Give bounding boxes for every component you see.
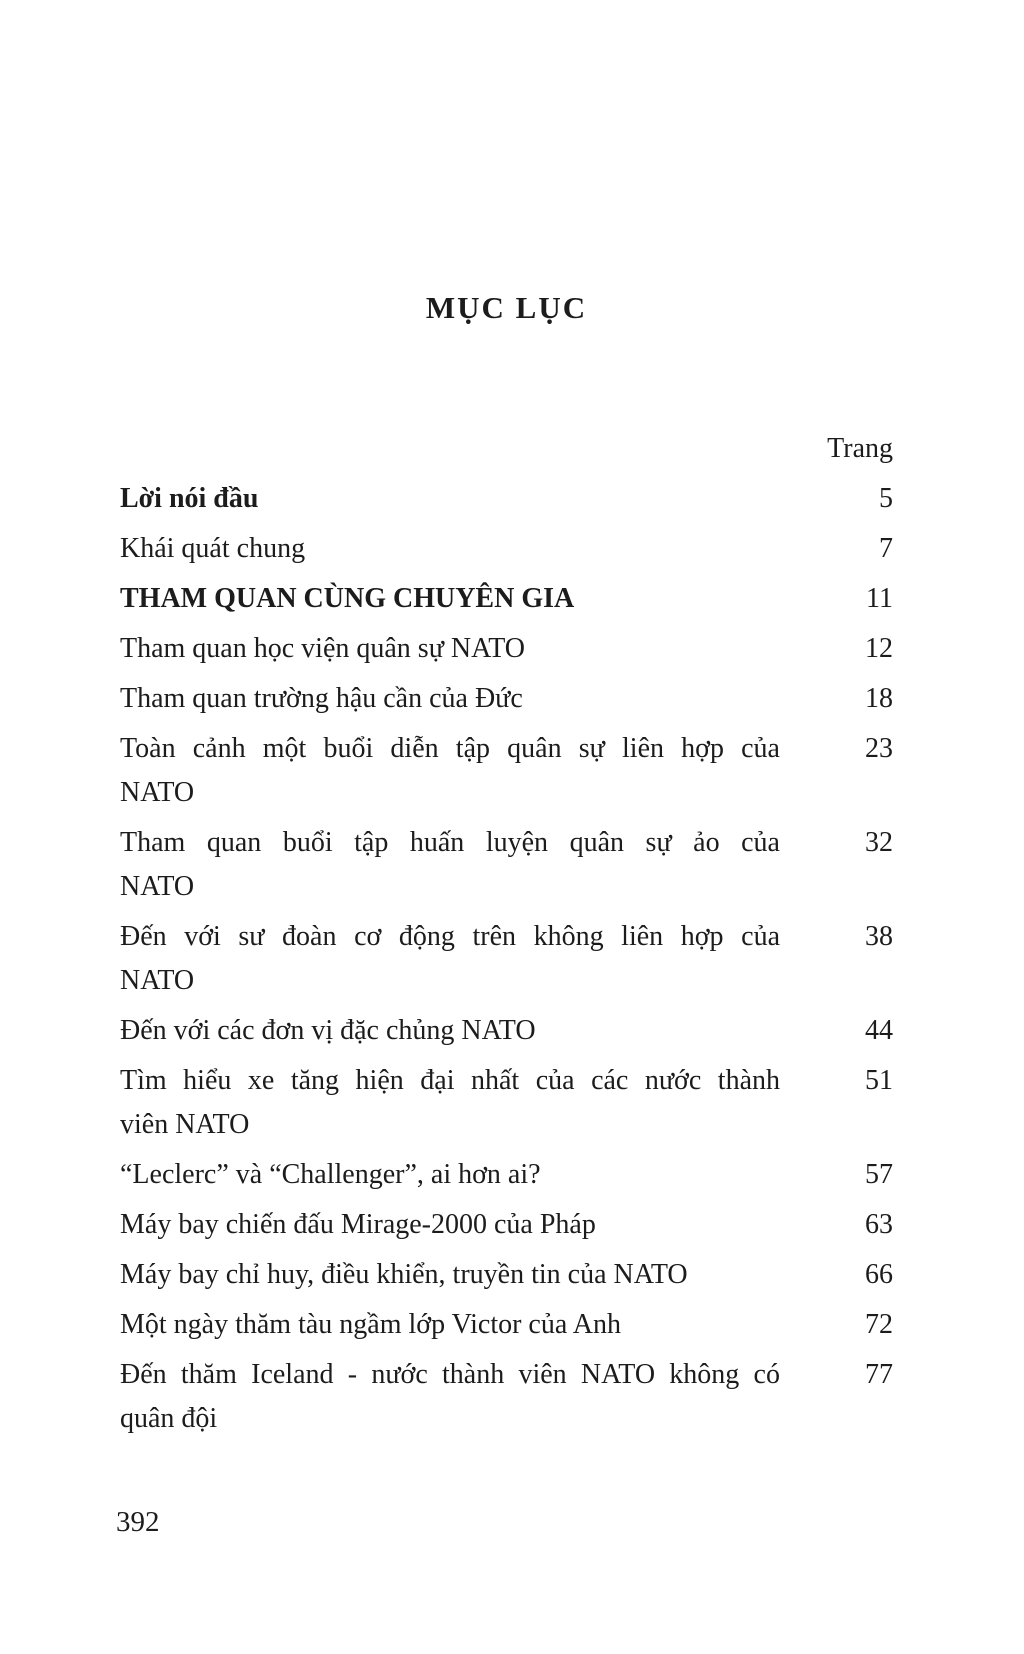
toc-entry-page: 23	[865, 733, 893, 764]
toc-entry-title	[120, 1059, 780, 1147]
toc-entry-line: Tham quan học viện quân sự NATO	[120, 633, 526, 664]
toc-entry	[120, 627, 893, 671]
toc-entry-title	[120, 477, 780, 521]
toc-entry	[120, 1059, 893, 1147]
toc-entry-page: 72	[865, 1309, 893, 1340]
toc-entry	[120, 1253, 893, 1297]
toc-entry-line: NATO	[120, 777, 195, 808]
toc-entry	[120, 1353, 893, 1441]
page-column-header	[120, 427, 893, 471]
toc-entry-title	[120, 677, 780, 721]
toc-entry-title	[120, 1203, 780, 1247]
toc-entry-page: 44	[865, 1015, 893, 1046]
toc-entry-page: 11	[866, 583, 893, 614]
page-title: MỤC LỤC	[425, 290, 588, 325]
toc-entry	[120, 1303, 893, 1347]
toc-entry-title	[120, 1253, 780, 1297]
toc-entry-line: Một ngày thăm tàu ngầm lớp Victor của Anh	[120, 1309, 621, 1340]
toc-entry-line: Tìm hiểu xe tăng hiện đại nhất của các nước thành	[120, 1065, 780, 1096]
toc-entry-page: 32	[865, 827, 893, 858]
toc-entry-line: Đến với sư đoàn cơ động trên không liên hợp của	[120, 921, 780, 952]
toc-entry	[120, 1203, 893, 1247]
toc-entry	[120, 477, 893, 521]
toc-entry	[120, 915, 893, 1003]
toc-entry-line: Tham quan trường hậu cần của Đức	[120, 683, 523, 714]
page-column-label: Trang	[827, 433, 893, 464]
toc-entry-title	[120, 727, 780, 815]
toc-entry	[120, 727, 893, 815]
toc-entry	[120, 1009, 893, 1053]
toc-entry-page: 63	[865, 1209, 893, 1240]
toc-entry-line: Máy bay chiến đấu Mirage-2000 của Pháp	[120, 1209, 596, 1240]
toc-entry-page: 7	[879, 533, 893, 564]
toc-entry-title	[120, 577, 780, 621]
toc-entry-line: Toàn cảnh một buổi diễn tập quân sự liên hợp của	[120, 733, 780, 764]
toc-entry-line: Máy bay chỉ huy, điều khiển, truyền tin của NATO	[120, 1259, 688, 1290]
toc-entry-line: NATO	[120, 965, 195, 996]
toc-entries	[120, 477, 893, 1447]
toc-entry-page: 51	[865, 1065, 893, 1096]
toc-entry-line: “Leclerc” và “Challenger”, ai hơn ai?	[120, 1159, 541, 1190]
toc-entry-page: 77	[865, 1359, 893, 1390]
toc-entry-title	[120, 1303, 780, 1347]
toc-entry-title	[120, 821, 780, 909]
toc-entry	[120, 527, 893, 571]
toc-entry-line: NATO	[120, 871, 195, 902]
toc-entry-line: Tham quan buổi tập huấn luyện quân sự ảo của	[120, 827, 780, 858]
toc-entry	[120, 1153, 893, 1197]
toc-entry-title	[120, 527, 780, 571]
toc-entry-line: Đến với các đơn vị đặc chủng NATO	[120, 1015, 536, 1046]
page-number-footer: 392	[116, 1506, 160, 1538]
toc-entry-line: Lời nói đầu	[120, 483, 259, 514]
toc-entry-line: viên NATO	[120, 1109, 250, 1140]
toc-entry-line: quân đội	[120, 1403, 218, 1434]
toc-entry-page: 5	[879, 483, 893, 514]
toc-entry-line: THAM QUAN CÙNG CHUYÊN GIA	[120, 583, 575, 614]
toc-entry-title	[120, 915, 780, 1003]
toc-entry-line: Đến thăm Iceland - nước thành viên NATO không có	[120, 1359, 780, 1390]
toc-entry-page: 66	[865, 1259, 893, 1290]
toc-entry	[120, 821, 893, 909]
toc-entry	[120, 577, 893, 621]
toc-entry-title	[120, 1009, 780, 1053]
toc-entry-page: 57	[865, 1159, 893, 1190]
toc-entry-page: 18	[865, 683, 893, 714]
toc-entry-title	[120, 1153, 780, 1197]
toc-entry-line: Khái quát chung	[120, 533, 306, 564]
toc-entry-page: 38	[865, 921, 893, 952]
toc-entry-page: 12	[865, 633, 893, 664]
toc-entry-title	[120, 1353, 780, 1441]
toc-entry	[120, 677, 893, 721]
toc-entry-title	[120, 627, 780, 671]
